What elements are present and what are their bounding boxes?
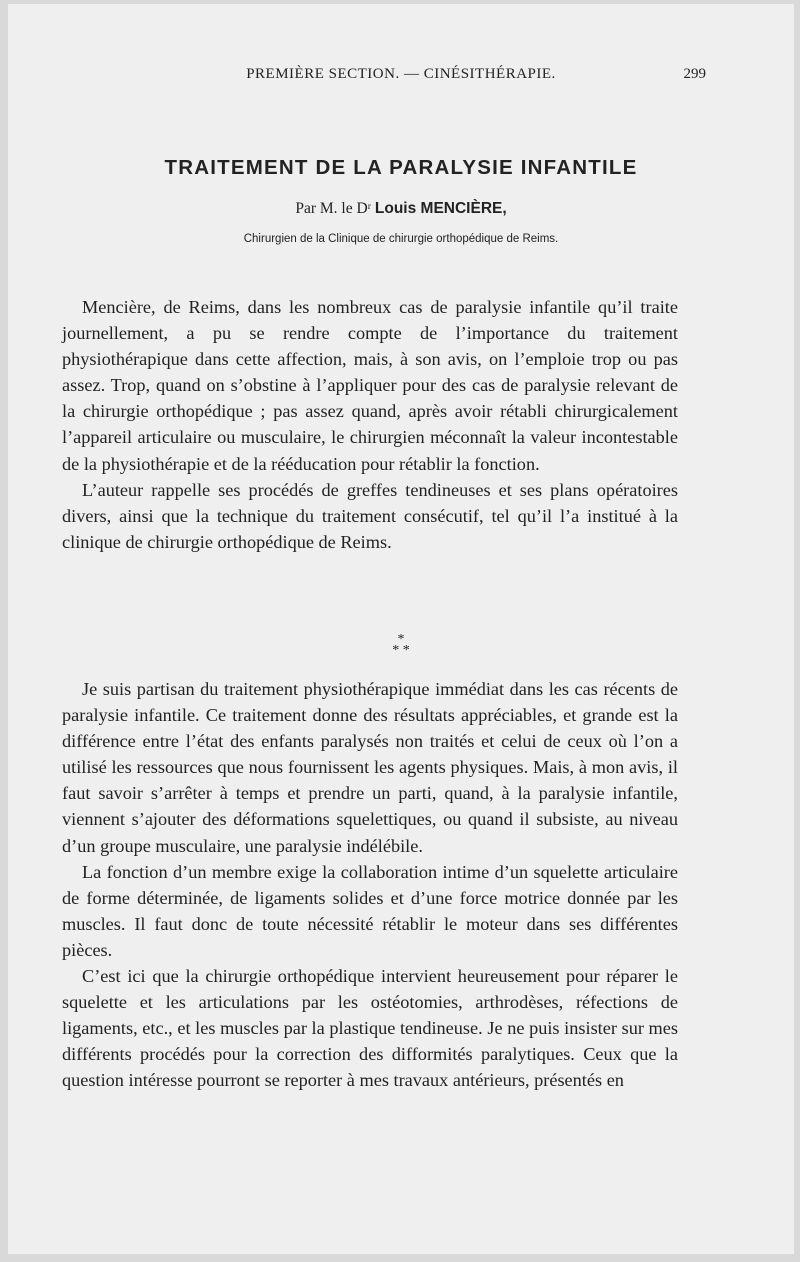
- asterism-separator: [8, 634, 794, 656]
- author-name: Louis MENCIÈRE,: [374, 200, 507, 217]
- body-paragraph: La fonction d’un membre exige la collaboration intime d’un squelette articulaire de forme déterminée, de ligaments solides et d’une force motrice donnée par les muscles. Il faut donc de toute nécessité rétablir le moteur dans ses différentes pièces.: [62, 861, 678, 960]
- author-line: [8, 200, 794, 218]
- page-header: [8, 66, 794, 88]
- body-paragraph: C’est ici que la chirurgie orthopédique intervient heureusement pour réparer le squelette et les articulations par les ostéotomies, arthrodèses, réfections de ligaments, etc., et les muscles par la plastique tendineuse. Je ne puis insister sur mes différents procédés pour la correction des difformités paralytiques. Ceux que la question intéresse pourront se reporter à mes travaux antérieurs, présentés en: [62, 966, 678, 1091]
- asterism-top: *: [397, 632, 405, 647]
- running-title: PREMIÈRE SECTION. — CINÉSITHÉRAPIE.: [246, 66, 556, 82]
- author-prefix: Par M. le Dʳ: [295, 200, 372, 217]
- page-number: 299: [683, 66, 706, 82]
- summary-section: [62, 294, 678, 555]
- article-title: TRAITEMENT DE LA PARALYSIE INFANTILE: [164, 156, 638, 179]
- summary-paragraph: Mencière, de Reims, dans les nombreux cas de paralysie infantile qu’il traite journellement, a pu se rendre compte de l’importance du traitement physiothérapique dans cette affection, mais, à son avis, on l’emploie trop ou pas assez. Trop, quand on s’obstine à l’appliquer pour des cas de paralysie relevant de la chirurgie orthopédique ; pas assez quand, après avoir rétabli chirurgicalement l’appareil articulaire ou musculaire, le chirurgien méconnaît la valeur incontestable de la physiothérapie et de la rééducation pour rétablir la fonction.: [62, 297, 678, 474]
- author-affiliation: Chirurgien de la Clinique de chirurgie orthopédique de Reims.: [243, 233, 559, 245]
- book-page: [8, 4, 794, 1254]
- main-text-section: [62, 676, 678, 1094]
- body-paragraph: Je suis partisan du traitement physiothérapique immédiat dans les cas récents de paralysie infantile. Ce traitement donne des résultats appréciables, et grande est la différence entre l’état des enfants paralysés non traités et celui de ceux où l’on a utilisé les ressources que nous fournissent les agents physiques. Mais, à mon avis, il faut savoir s’arrêter à temps et prendre un parti, quand, à la paralysie infantile, viennent s’ajouter des déformations squelettiques, ou quand il subsiste, au niveau d’un groupe musculaire, une paralysie indélébile.: [62, 679, 678, 856]
- summary-paragraph: L’auteur rappelle ses procédés de greffes tendineuses et ses plans opératoires divers, ainsi que la technique du traitement consécutif, tel qu’il l’a institué à la clinique de chirurgie orthopédique de Reims.: [62, 479, 678, 552]
- asterism-bottom: * *: [392, 643, 410, 658]
